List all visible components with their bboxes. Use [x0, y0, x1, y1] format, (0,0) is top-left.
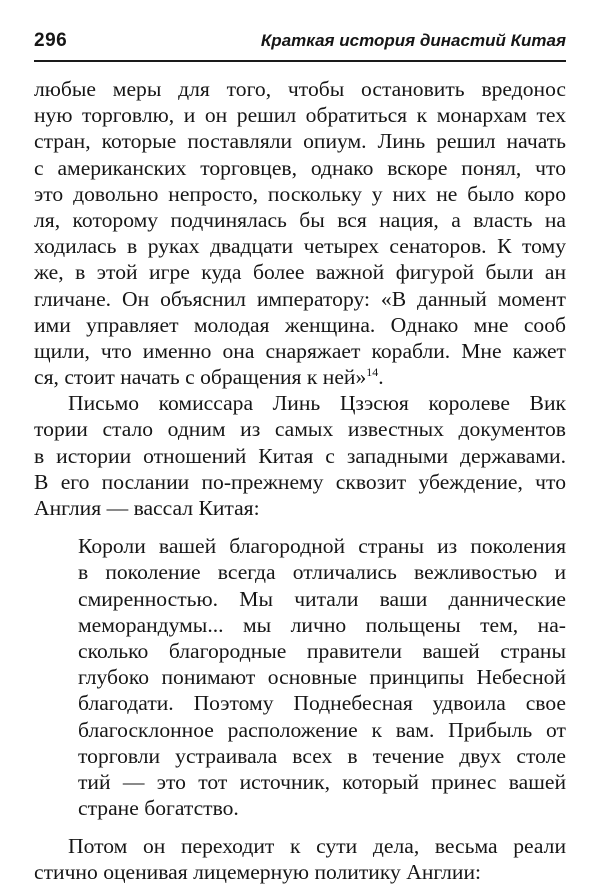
quote-line: стране богатство.: [78, 796, 239, 821]
body-text: [34, 76, 566, 886]
text-line: с американских торговцев, однако вскоре понял, что: [34, 155, 566, 180]
footnote-marker: 14: [366, 364, 379, 379]
quote-line: сколько благородные правители вашей страны: [78, 638, 566, 663]
text-line: ся, стоит начать с обращения к ней»$^{14}$.: [34, 364, 384, 390]
paragraph-2: [34, 390, 566, 521]
quote-line: благосклонное расположение к вам. Прибыль от: [78, 717, 566, 742]
quote-line: тий — это тот источник, который принес вашей: [78, 769, 566, 794]
text-line: Потом он переходит к сути дела, весьма реали: [68, 834, 566, 859]
text-line: щили, что именно она снаряжает корабли. Мне кажет: [34, 338, 566, 363]
text-line: гличане. Он объяснил императору: «В данный момент: [34, 286, 566, 311]
text-line: ля, которому подчинялась бы вся нация, а власть на: [34, 207, 566, 232]
header-rule: [34, 60, 566, 62]
text-line: ную торговлю, и он решил обратиться к монархам тех: [34, 103, 566, 128]
paragraph-1: [34, 76, 566, 390]
page-header: [34, 30, 566, 60]
running-title: Краткая история династий Китая: [260, 31, 566, 50]
quote-line: благодати. Поэтому Поднебесная удвоила свое: [78, 691, 566, 716]
page-number: 296: [34, 30, 68, 51]
block-quote: [78, 533, 566, 821]
quote-line: смиренностью. Мы читали ваши даннические: [78, 586, 566, 611]
text-line: в истории отношений Китая с западными державами.: [34, 443, 566, 468]
text-line-content: ся, стоит начать с обращения к ней»: [34, 365, 367, 390]
text-line: ходилась в руках двадцати четырех сенаторов. К тому: [34, 234, 566, 259]
text-line: стран, которые поставляли опиум. Линь решил начать: [34, 129, 566, 154]
text-line: тории стало одним из самых известных документов: [34, 417, 566, 442]
quote-line: Короли вашей благородной страны из поколения: [78, 534, 566, 559]
text-line: В его послании по-прежнему сквозит убеждение, что: [34, 469, 566, 494]
text-line: ими управляет молодая женщина. Однако мне сооб: [34, 312, 566, 337]
text-line: это довольно непросто, поскольку у них не было коро: [34, 181, 566, 206]
quote-line: глубоко понимают основные принципы Небесной: [78, 665, 566, 690]
text-line: любые меры для того, чтобы остановить вредонос: [34, 77, 566, 101]
quote-line: в поколение всегда отличались вежливостью и: [78, 560, 566, 585]
text-line: Англия — вассал Китая:: [34, 496, 260, 520]
text-line: Письмо комиссара Линь Цзэсюя королеве Вик: [68, 391, 566, 416]
quote-line: меморандумы... мы лично польщены тем, на-: [78, 612, 566, 637]
quote-line: торговли устраивала всех в течение двух столе: [78, 743, 566, 768]
paragraph-3: [34, 833, 566, 885]
text-line: стично оценивая лицемерную политику Англии:: [34, 860, 482, 885]
text-line: же, в этой игре куда более важной фигурой были ан: [34, 260, 566, 285]
